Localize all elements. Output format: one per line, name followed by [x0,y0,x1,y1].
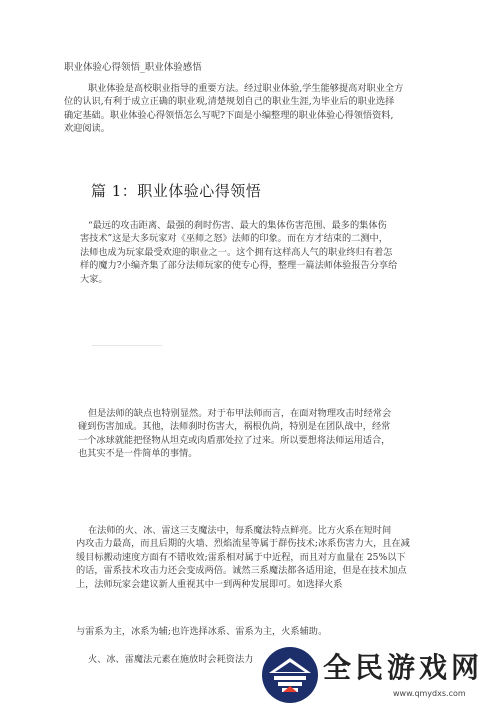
text-line: 在法师的火、冰、雷这三支魔法中，每系魔法特点鲜亮。比方火系在短时间 [88,525,392,536]
text-line: 位的认识,有利于成立正确的职业观,清楚规划自己的职业生涯,为毕业后的职业选择 [64,96,395,108]
trailing-line [88,653,253,666]
quote-paragraph [80,219,405,286]
text-line: 也其实不是一件简单的事情。 [78,448,198,460]
text-line: 害技术”这是大多玩家对《巫师之怒》法师的印象。而在方才结束的二测中， [80,233,388,245]
text-line: 确定基础。职业体验心得领悟怎么写呢?下面是小编整理的职业体验心得领悟资料, [64,109,394,121]
intro-paragraph [64,82,418,136]
text-line: 内攻击力最高，而且后期的火墙、烈焰流星等属于群伤技术;冰系伤害力大，且在减 [76,538,410,550]
schools-paragraph [76,524,422,591]
text-line: 火、冰、雷魔法元素在施放时会耗资法力 [88,654,254,665]
text-line: “最远的攻击距离、最强的刹时伤害、最大的集体伤害范围、最多的集体伤 [88,220,387,231]
text-line: 的话，雷系技术攻击力还会变成两倍。诚然三系魔法都各适用途，但是在技术加点 [76,565,407,577]
text-line: 上，法师玩家会建议新人重视其中一到两种发展即可。如选择火系 [76,578,343,590]
text-line: 与雷系为主，冰系为辅;也许选择冰系、雷系为主，火系辅助。 [76,626,328,637]
text-line: 但是法师的缺点也特别显然。对于布甲法师而言，在面对物理攻击时经常会 [88,408,392,419]
document-title: 职业体验心得领悟_职业体验感悟 [64,62,202,73]
section-heading: 篇 1：职业体验心得领悟 [91,182,262,200]
text-line: 缓目标搬动速度方面有不错收效;雷系相对属于中近程，而且对方血量在 25%以下 [76,551,406,563]
site-watermark [253,640,500,708]
text-line: 欢迎阅读。 [64,123,110,135]
text-line: 碰到伤害加成。其他，法师刹时伤害大，祸根仇尚，特别是在团队战中，经常 [78,421,391,433]
text-line: 样的魔力?小编齐集了部分法师玩家的使专心得，整理一篇法师体验报告分享给 [80,260,398,272]
watermark-name: 全民游戏网 [323,651,484,684]
text-line: 职业体验是高校职业指导的重要方法。经过职业体验,学生能够提高对职业全方 [88,83,404,94]
text-line: 大家。 [80,273,108,285]
temple-logo-icon [261,646,319,704]
weakness-paragraph [78,407,400,461]
text-line: 法师也成为玩家最受欢迎的职业之一。这个拥有这样高人气的职业终归有着怎 [80,246,393,258]
watermark-url: www.qmydxs.com [393,689,466,698]
text-line: 一个冰球就能把怪物从坦克或肉盾那处拉了过来。所以要想将法师运用适合， [78,434,391,446]
fire-line [76,625,327,638]
divider [92,345,162,346]
